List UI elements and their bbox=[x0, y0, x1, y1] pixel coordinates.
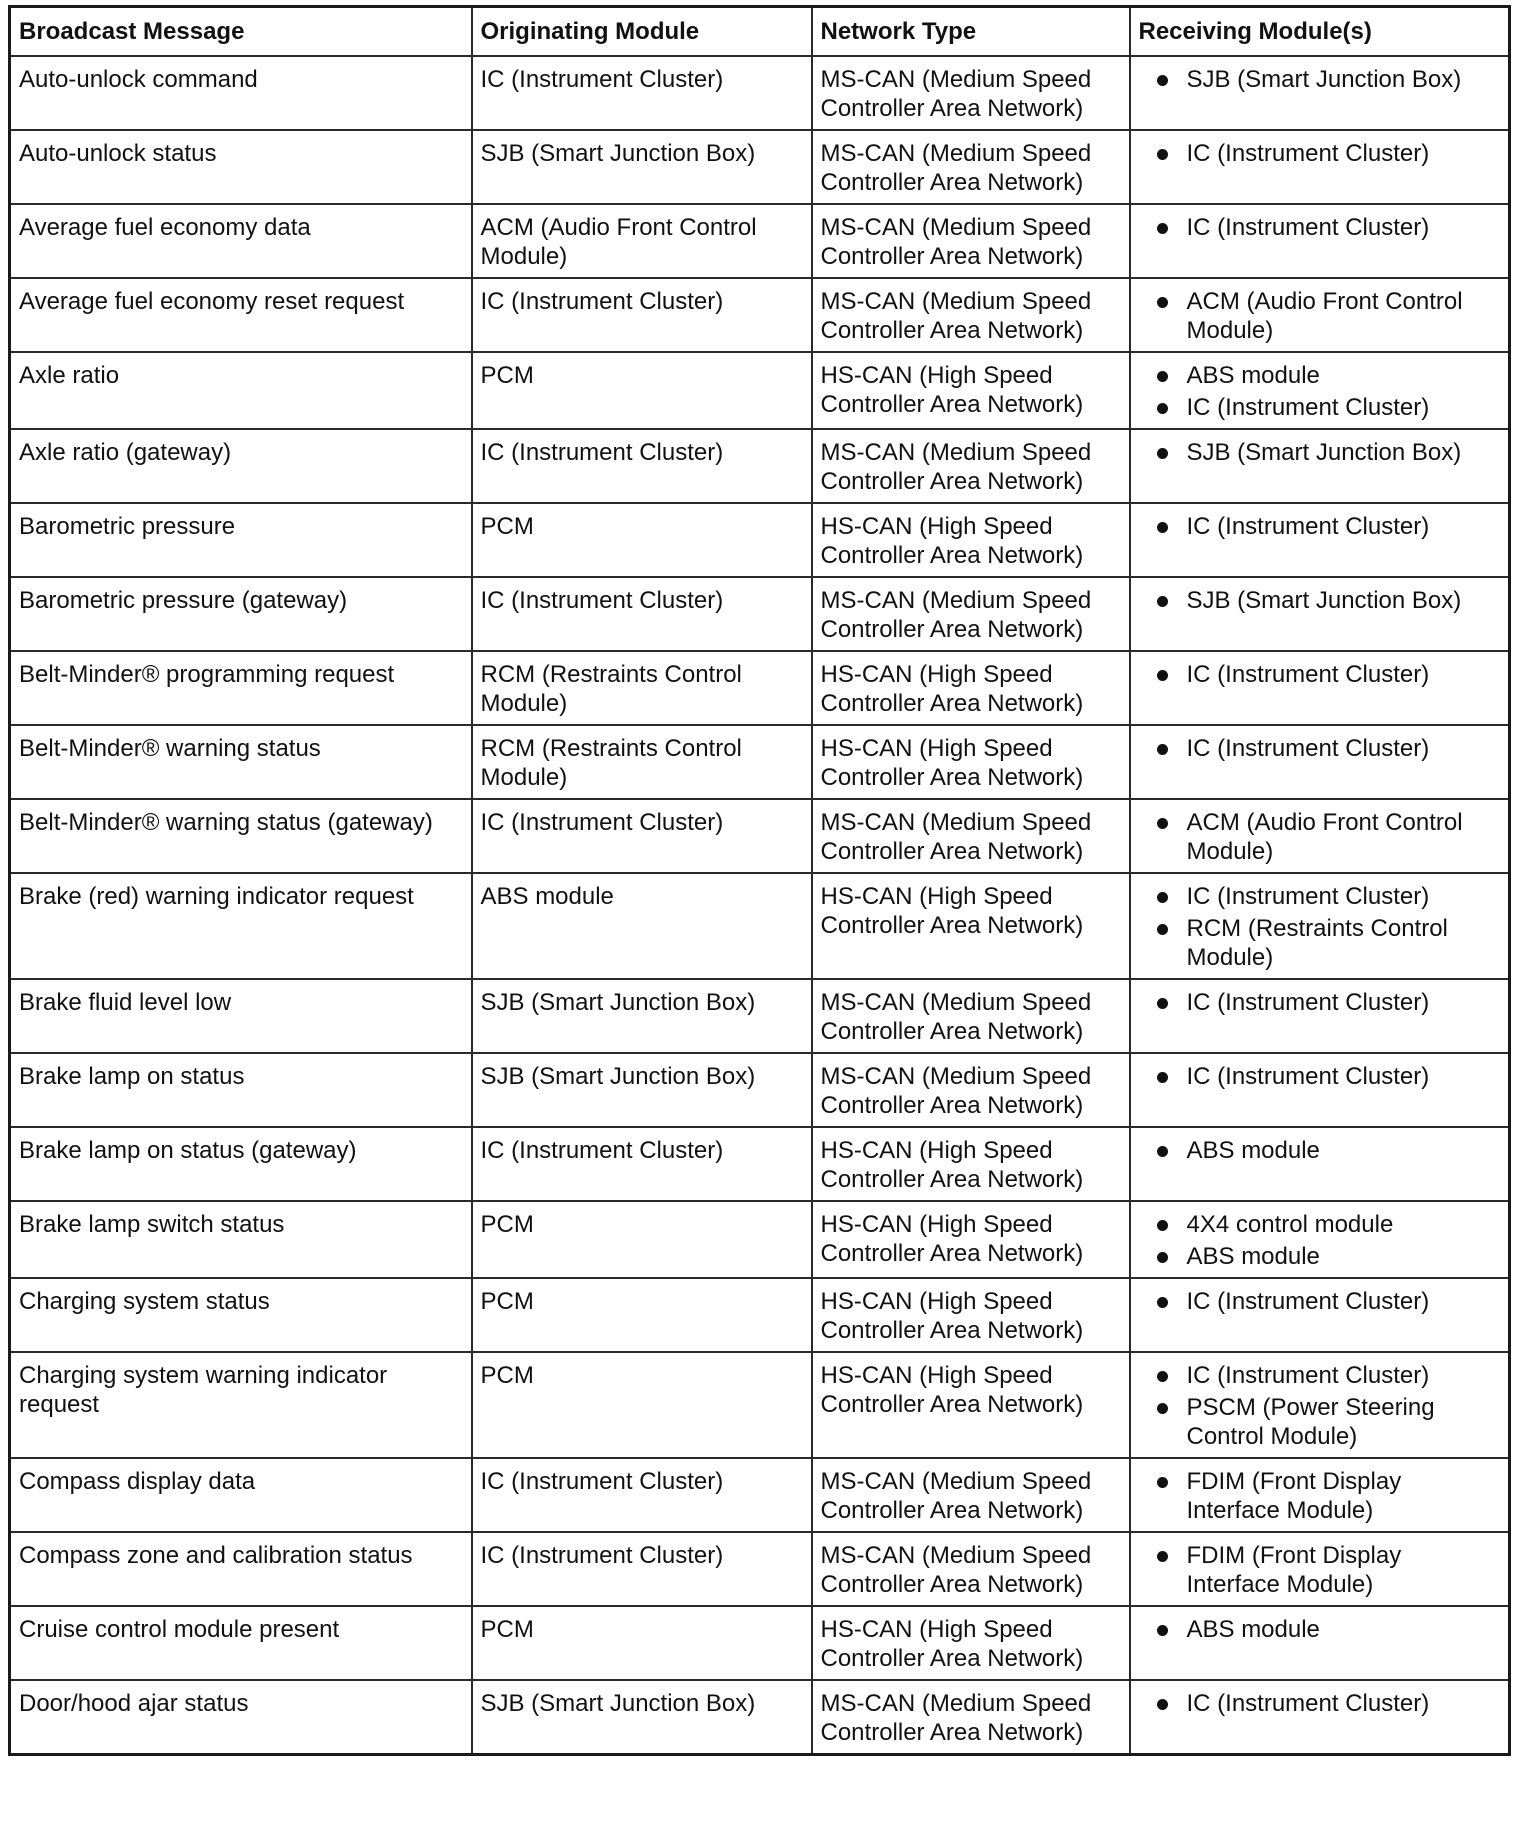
bullet-icon bbox=[1157, 1625, 1168, 1636]
receiving-modules-list bbox=[1157, 1689, 1501, 1718]
table-row bbox=[10, 1680, 1510, 1755]
table-row bbox=[10, 1278, 1510, 1352]
network-type-cell: HS-CAN (High Speed Controller Area Network) bbox=[812, 1606, 1130, 1680]
receiving-modules-cell bbox=[1130, 352, 1510, 429]
receiving-module-label: IC (Instrument Cluster) bbox=[1186, 513, 1430, 540]
broadcast-message-cell: Brake (red) warning indicator request bbox=[10, 873, 472, 979]
network-type-cell: MS-CAN (Medium Speed Controller Area Network) bbox=[812, 799, 1130, 873]
receiving-modules-cell bbox=[1130, 278, 1510, 352]
receiving-modules-cell bbox=[1130, 1458, 1510, 1532]
list-item bbox=[1157, 808, 1501, 866]
bullet-icon bbox=[1157, 744, 1168, 755]
receiving-module-label: FDIM (Front Display Interface Module) bbox=[1186, 1468, 1402, 1524]
table-row bbox=[10, 130, 1510, 204]
receiving-modules-cell bbox=[1130, 873, 1510, 979]
broadcast-message-cell: Charging system status bbox=[10, 1278, 472, 1352]
originating-module-cell: PCM bbox=[472, 503, 812, 577]
table-row bbox=[10, 725, 1510, 799]
bullet-icon bbox=[1157, 1297, 1168, 1308]
receiving-modules-list bbox=[1157, 1136, 1501, 1165]
network-type-cell: MS-CAN (Medium Speed Controller Area Network) bbox=[812, 577, 1130, 651]
originating-module-cell: SJB (Smart Junction Box) bbox=[472, 979, 812, 1053]
receiving-module-label: ABS module bbox=[1186, 362, 1320, 389]
originating-module-cell: SJB (Smart Junction Box) bbox=[472, 130, 812, 204]
receiving-modules-cell bbox=[1130, 1053, 1510, 1127]
bullet-icon bbox=[1157, 670, 1168, 681]
broadcast-message-cell: Barometric pressure bbox=[10, 503, 472, 577]
network-type-cell: MS-CAN (Medium Speed Controller Area Network) bbox=[812, 1680, 1130, 1755]
bullet-icon bbox=[1157, 448, 1168, 459]
table-body bbox=[10, 56, 1510, 1755]
table-row bbox=[10, 1458, 1510, 1532]
header-originating-module: Originating Module bbox=[472, 7, 812, 57]
receiving-modules-cell bbox=[1130, 130, 1510, 204]
network-type-cell: MS-CAN (Medium Speed Controller Area Network) bbox=[812, 1053, 1130, 1127]
table-row bbox=[10, 873, 1510, 979]
receiving-module-label: ABS module bbox=[1186, 1616, 1320, 1643]
broadcast-message-sheet bbox=[8, 5, 1508, 1756]
list-item bbox=[1157, 734, 1501, 763]
list-item bbox=[1157, 1467, 1501, 1525]
bullet-icon bbox=[1157, 75, 1168, 86]
bullet-icon bbox=[1157, 892, 1168, 903]
network-type-cell: MS-CAN (Medium Speed Controller Area Network) bbox=[812, 1532, 1130, 1606]
broadcast-message-cell: Auto-unlock command bbox=[10, 56, 472, 130]
originating-module-cell: PCM bbox=[472, 352, 812, 429]
receiving-module-label: FDIM (Front Display Interface Module) bbox=[1186, 1542, 1402, 1598]
receiving-modules-list bbox=[1157, 65, 1501, 94]
table-row bbox=[10, 352, 1510, 429]
receiving-module-label: IC (Instrument Cluster) bbox=[1186, 883, 1430, 910]
bullet-icon bbox=[1157, 924, 1168, 935]
bullet-icon bbox=[1157, 403, 1168, 414]
originating-module-cell: RCM (Restraints Control Module) bbox=[472, 651, 812, 725]
originating-module-cell: IC (Instrument Cluster) bbox=[472, 1127, 812, 1201]
originating-module-cell: PCM bbox=[472, 1278, 812, 1352]
receiving-module-label: IC (Instrument Cluster) bbox=[1186, 1690, 1430, 1717]
bullet-icon bbox=[1157, 522, 1168, 533]
list-item bbox=[1157, 586, 1501, 615]
table-row bbox=[10, 577, 1510, 651]
list-item bbox=[1157, 393, 1501, 422]
originating-module-cell: PCM bbox=[472, 1352, 812, 1458]
receiving-modules-list bbox=[1157, 213, 1501, 242]
network-type-cell: MS-CAN (Medium Speed Controller Area Network) bbox=[812, 429, 1130, 503]
broadcast-message-cell: Brake lamp on status bbox=[10, 1053, 472, 1127]
network-type-cell: HS-CAN (High Speed Controller Area Network) bbox=[812, 651, 1130, 725]
list-item bbox=[1157, 139, 1501, 168]
receiving-modules-list bbox=[1157, 988, 1501, 1017]
receiving-modules-list bbox=[1157, 1287, 1501, 1316]
header-network-type: Network Type bbox=[812, 7, 1130, 57]
table-row bbox=[10, 56, 1510, 130]
list-item bbox=[1157, 1136, 1501, 1165]
receiving-modules-list bbox=[1157, 287, 1501, 345]
broadcast-message-cell: Barometric pressure (gateway) bbox=[10, 577, 472, 651]
receiving-modules-cell bbox=[1130, 429, 1510, 503]
network-type-cell: MS-CAN (Medium Speed Controller Area Network) bbox=[812, 979, 1130, 1053]
list-item bbox=[1157, 213, 1501, 242]
network-type-cell: HS-CAN (High Speed Controller Area Network) bbox=[812, 1127, 1130, 1201]
list-item bbox=[1157, 660, 1501, 689]
bullet-icon bbox=[1157, 223, 1168, 234]
receiving-modules-cell bbox=[1130, 979, 1510, 1053]
receiving-modules-list bbox=[1157, 586, 1501, 615]
receiving-modules-list bbox=[1157, 512, 1501, 541]
broadcast-message-cell: Belt-Minder® warning status (gateway) bbox=[10, 799, 472, 873]
originating-module-cell: IC (Instrument Cluster) bbox=[472, 1532, 812, 1606]
receiving-modules-cell bbox=[1130, 503, 1510, 577]
broadcast-message-cell: Compass display data bbox=[10, 1458, 472, 1532]
originating-module-cell: IC (Instrument Cluster) bbox=[472, 577, 812, 651]
broadcast-message-cell: Axle ratio bbox=[10, 352, 472, 429]
receiving-modules-cell bbox=[1130, 577, 1510, 651]
receiving-modules-cell bbox=[1130, 1201, 1510, 1278]
list-item bbox=[1157, 1615, 1501, 1644]
receiving-modules-list bbox=[1157, 1361, 1501, 1451]
receiving-modules-list bbox=[1157, 734, 1501, 763]
receiving-modules-list bbox=[1157, 1467, 1501, 1525]
broadcast-message-cell: Average fuel economy data bbox=[10, 204, 472, 278]
network-type-cell: HS-CAN (High Speed Controller Area Network) bbox=[812, 352, 1130, 429]
list-item bbox=[1157, 1287, 1501, 1316]
originating-module-cell: ACM (Audio Front Control Module) bbox=[472, 204, 812, 278]
broadcast-message-cell: Compass zone and calibration status bbox=[10, 1532, 472, 1606]
receiving-module-label: PSCM (Power Steering Control Module) bbox=[1186, 1394, 1435, 1450]
network-type-cell: MS-CAN (Medium Speed Controller Area Network) bbox=[812, 130, 1130, 204]
table-row bbox=[10, 204, 1510, 278]
broadcast-message-cell: Belt-Minder® warning status bbox=[10, 725, 472, 799]
broadcast-message-cell: Auto-unlock status bbox=[10, 130, 472, 204]
originating-module-cell: IC (Instrument Cluster) bbox=[472, 429, 812, 503]
receiving-modules-cell bbox=[1130, 1680, 1510, 1755]
receiving-modules-list bbox=[1157, 1615, 1501, 1644]
network-type-cell: HS-CAN (High Speed Controller Area Network) bbox=[812, 1278, 1130, 1352]
network-type-cell: MS-CAN (Medium Speed Controller Area Network) bbox=[812, 278, 1130, 352]
receiving-modules-list bbox=[1157, 361, 1501, 422]
receiving-modules-cell bbox=[1130, 1127, 1510, 1201]
table-row bbox=[10, 278, 1510, 352]
bullet-icon bbox=[1157, 1252, 1168, 1263]
list-item bbox=[1157, 361, 1501, 390]
receiving-modules-cell bbox=[1130, 204, 1510, 278]
broadcast-message-cell: Cruise control module present bbox=[10, 1606, 472, 1680]
receiving-modules-cell bbox=[1130, 799, 1510, 873]
receiving-modules-cell bbox=[1130, 1532, 1510, 1606]
broadcast-message-cell: Axle ratio (gateway) bbox=[10, 429, 472, 503]
bullet-icon bbox=[1157, 596, 1168, 607]
network-type-cell: HS-CAN (High Speed Controller Area Network) bbox=[812, 503, 1130, 577]
receiving-module-label: ACM (Audio Front Control Module) bbox=[1186, 288, 1463, 344]
list-item bbox=[1157, 438, 1501, 467]
table-row bbox=[10, 503, 1510, 577]
table-row bbox=[10, 1532, 1510, 1606]
table-row bbox=[10, 799, 1510, 873]
receiving-modules-list bbox=[1157, 1062, 1501, 1091]
receiving-module-label: SJB (Smart Junction Box) bbox=[1186, 66, 1462, 93]
table-row bbox=[10, 1053, 1510, 1127]
network-type-cell: MS-CAN (Medium Speed Controller Area Network) bbox=[812, 56, 1130, 130]
receiving-modules-cell bbox=[1130, 651, 1510, 725]
receiving-module-label: IC (Instrument Cluster) bbox=[1186, 394, 1430, 421]
header-broadcast-message: Broadcast Message bbox=[10, 7, 472, 57]
receiving-module-label: IC (Instrument Cluster) bbox=[1186, 214, 1430, 241]
receiving-module-label: ACM (Audio Front Control Module) bbox=[1186, 809, 1463, 865]
bullet-icon bbox=[1157, 371, 1168, 382]
receiving-module-label: SJB (Smart Junction Box) bbox=[1186, 439, 1462, 466]
receiving-modules-cell bbox=[1130, 1352, 1510, 1458]
receiving-modules-list bbox=[1157, 1541, 1501, 1599]
broadcast-message-cell: Brake lamp on status (gateway) bbox=[10, 1127, 472, 1201]
table-row bbox=[10, 1606, 1510, 1680]
receiving-modules-cell bbox=[1130, 1606, 1510, 1680]
originating-module-cell: ABS module bbox=[472, 873, 812, 979]
broadcast-message-cell: Charging system warning indicator request bbox=[10, 1352, 472, 1458]
bullet-icon bbox=[1157, 818, 1168, 829]
bullet-icon bbox=[1157, 1403, 1168, 1414]
bullet-icon bbox=[1157, 1699, 1168, 1710]
originating-module-cell: PCM bbox=[472, 1201, 812, 1278]
receiving-module-label: IC (Instrument Cluster) bbox=[1186, 140, 1430, 167]
bullet-icon bbox=[1157, 1371, 1168, 1382]
receiving-module-label: IC (Instrument Cluster) bbox=[1186, 989, 1430, 1016]
receiving-modules-list bbox=[1157, 1210, 1501, 1271]
list-item bbox=[1157, 1062, 1501, 1091]
list-item bbox=[1157, 65, 1501, 94]
list-item bbox=[1157, 287, 1501, 345]
table-row bbox=[10, 1201, 1510, 1278]
receiving-module-label: ABS module bbox=[1186, 1243, 1320, 1270]
bullet-icon bbox=[1157, 1551, 1168, 1562]
receiving-module-label: ABS module bbox=[1186, 1137, 1320, 1164]
receiving-module-label: RCM (Restraints Control Module) bbox=[1186, 915, 1448, 971]
receiving-module-label: IC (Instrument Cluster) bbox=[1186, 1288, 1430, 1315]
network-type-cell: MS-CAN (Medium Speed Controller Area Network) bbox=[812, 204, 1130, 278]
originating-module-cell: RCM (Restraints Control Module) bbox=[472, 725, 812, 799]
list-item bbox=[1157, 914, 1501, 972]
originating-module-cell: SJB (Smart Junction Box) bbox=[472, 1053, 812, 1127]
broadcast-message-cell: Average fuel economy reset request bbox=[10, 278, 472, 352]
table-row bbox=[10, 979, 1510, 1053]
network-type-cell: HS-CAN (High Speed Controller Area Network) bbox=[812, 1352, 1130, 1458]
receiving-module-label: IC (Instrument Cluster) bbox=[1186, 1362, 1430, 1389]
receiving-module-label: IC (Instrument Cluster) bbox=[1186, 661, 1430, 688]
network-type-cell: HS-CAN (High Speed Controller Area Network) bbox=[812, 873, 1130, 979]
network-type-cell: HS-CAN (High Speed Controller Area Network) bbox=[812, 1201, 1130, 1278]
broadcast-message-cell: Door/hood ajar status bbox=[10, 1680, 472, 1755]
broadcast-message-cell: Brake fluid level low bbox=[10, 979, 472, 1053]
network-type-cell: HS-CAN (High Speed Controller Area Network) bbox=[812, 725, 1130, 799]
list-item bbox=[1157, 512, 1501, 541]
bullet-icon bbox=[1157, 1072, 1168, 1083]
table-row bbox=[10, 1352, 1510, 1458]
receiving-modules-list bbox=[1157, 808, 1501, 866]
receiving-modules-cell bbox=[1130, 56, 1510, 130]
broadcast-message-table bbox=[8, 5, 1511, 1756]
originating-module-cell: IC (Instrument Cluster) bbox=[472, 278, 812, 352]
list-item bbox=[1157, 1242, 1501, 1271]
bullet-icon bbox=[1157, 297, 1168, 308]
receiving-modules-list bbox=[1157, 438, 1501, 467]
receiving-module-label: 4X4 control module bbox=[1186, 1211, 1394, 1238]
receiving-modules-list bbox=[1157, 882, 1501, 972]
broadcast-message-cell: Brake lamp switch status bbox=[10, 1201, 472, 1278]
originating-module-cell: IC (Instrument Cluster) bbox=[472, 56, 812, 130]
receiving-modules-cell bbox=[1130, 1278, 1510, 1352]
originating-module-cell: IC (Instrument Cluster) bbox=[472, 799, 812, 873]
table-row bbox=[10, 429, 1510, 503]
receiving-module-label: IC (Instrument Cluster) bbox=[1186, 1063, 1430, 1090]
receiving-modules-cell bbox=[1130, 725, 1510, 799]
receiving-modules-list bbox=[1157, 139, 1501, 168]
originating-module-cell: IC (Instrument Cluster) bbox=[472, 1458, 812, 1532]
broadcast-message-cell: Belt-Minder® programming request bbox=[10, 651, 472, 725]
bullet-icon bbox=[1157, 1220, 1168, 1231]
bullet-icon bbox=[1157, 998, 1168, 1009]
receiving-module-label: SJB (Smart Junction Box) bbox=[1186, 587, 1462, 614]
originating-module-cell: PCM bbox=[472, 1606, 812, 1680]
list-item bbox=[1157, 1689, 1501, 1718]
list-item bbox=[1157, 882, 1501, 911]
bullet-icon bbox=[1157, 1477, 1168, 1488]
table-row bbox=[10, 1127, 1510, 1201]
list-item bbox=[1157, 1393, 1501, 1451]
list-item bbox=[1157, 1361, 1501, 1390]
list-item bbox=[1157, 1210, 1501, 1239]
table-header-row bbox=[10, 7, 1510, 57]
bullet-icon bbox=[1157, 1146, 1168, 1157]
list-item bbox=[1157, 1541, 1501, 1599]
bullet-icon bbox=[1157, 149, 1168, 160]
originating-module-cell: SJB (Smart Junction Box) bbox=[472, 1680, 812, 1755]
list-item bbox=[1157, 988, 1501, 1017]
header-receiving-modules: Receiving Module(s) bbox=[1130, 7, 1510, 57]
receiving-modules-list bbox=[1157, 660, 1501, 689]
table-row bbox=[10, 651, 1510, 725]
network-type-cell: MS-CAN (Medium Speed Controller Area Network) bbox=[812, 1458, 1130, 1532]
receiving-module-label: IC (Instrument Cluster) bbox=[1186, 735, 1430, 762]
